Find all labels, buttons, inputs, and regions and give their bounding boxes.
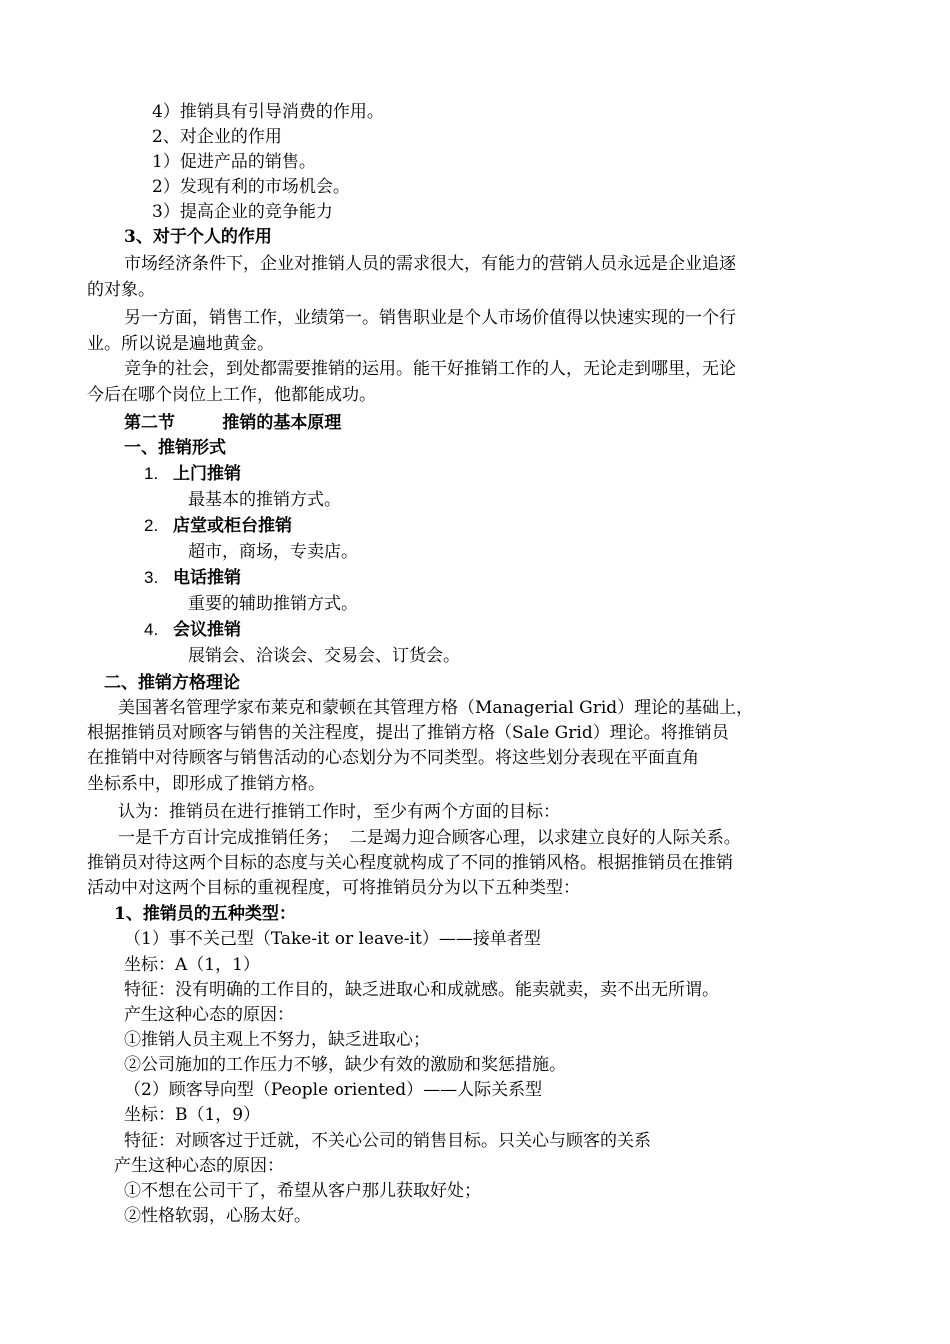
coordinate-line: 坐标：A（1，1） xyxy=(124,955,260,975)
coordinate-line: 坐标：B（1，9） xyxy=(124,1105,261,1125)
numbered-item xyxy=(144,461,241,487)
paragraph-line: 今后在哪个岗位上工作，他都能成功。 xyxy=(87,385,376,405)
item-number: 4. xyxy=(144,620,159,639)
type-heading: （2）顾客导向型（People oriented）——人际关系型 xyxy=(124,1080,543,1100)
paragraph-line: 坐标系中，即形成了推销方格。 xyxy=(87,774,325,794)
item-number: 1. xyxy=(144,464,159,483)
paragraph-line: 一是千方百计完成推销任务； 二是竭力迎合顾客心理，以求建立良好的人际关系。 xyxy=(118,828,741,848)
item-title: 电话推销 xyxy=(173,568,241,588)
item-description: 重要的辅助推销方式。 xyxy=(188,594,358,614)
item-description: 最基本的推销方式。 xyxy=(188,490,341,510)
numbered-item xyxy=(144,513,292,539)
list-item: 3）提高企业的竞争能力 xyxy=(152,202,333,222)
paragraph-line: 推销员对待这两个目标的态度与关心程度就构成了不同的推销风格。根据推销员在推销 xyxy=(87,853,733,873)
cause-item: ②性格软弱，心肠太好。 xyxy=(124,1206,311,1226)
cause-item: ②公司施加的工作压力不够，缺少有效的激励和奖惩措施。 xyxy=(124,1055,566,1075)
cause-item: ①不想在公司干了，希望从客户那儿获取好处； xyxy=(124,1181,481,1201)
paragraph-line: 市场经济条件下，企业对推销人员的需求很大，有能力的营销人员永远是企业追逐 xyxy=(124,254,736,274)
cause-heading: 产生这种心态的原因： xyxy=(124,1005,294,1025)
item-title: 店堂或柜台推销 xyxy=(173,516,292,536)
subsection-heading: 2、对企业的作用 xyxy=(152,127,282,147)
item-number: 3. xyxy=(144,568,159,587)
item-description: 超市，商场，专卖店。 xyxy=(188,542,358,562)
list-item: 4）推销具有引导消费的作用。 xyxy=(152,102,384,122)
paragraph-line: 在推销中对待顾客与销售活动的心态划分为不同类型。将这些划分表现在平面直角 xyxy=(87,748,699,768)
item-description: 展销会、洽谈会、交易会、订货会。 xyxy=(188,646,460,666)
item-number: 2. xyxy=(144,516,159,535)
list-item: 2）发现有利的市场机会。 xyxy=(152,177,350,197)
item-title: 会议推销 xyxy=(173,620,241,640)
numbered-item xyxy=(144,617,241,643)
subsection-heading: 1、推销员的五种类型： xyxy=(114,904,296,924)
cause-heading: 产生这种心态的原因： xyxy=(114,1156,284,1176)
paragraph-line: 业。所以说是遍地黄金。 xyxy=(87,334,274,354)
feature-line: 特征：对顾客过于迁就，不关心公司的销售目标。只关心与顾客的关系 xyxy=(124,1131,651,1151)
feature-line: 特征：没有明确的工作目的，缺乏进取心和成就感。能卖就卖，卖不出无所谓。 xyxy=(124,980,719,1000)
section-title: 第二节 推销的基本原理 xyxy=(124,413,342,433)
section-heading: 二、推销方格理论 xyxy=(104,673,240,693)
paragraph-line: 根据推销员对顾客与销售的关注程度，提出了推销方格（Sale Grid）理论。将推销员 xyxy=(87,723,729,743)
paragraph-line: 的对象。 xyxy=(87,280,155,300)
paragraph-line: 竞争的社会，到处都需要推销的运用。能干好推销工作的人，无论走到哪里，无论 xyxy=(124,359,736,379)
subsection-heading: 3、对于个人的作用 xyxy=(124,227,272,247)
type-heading: （1）事不关己型（Take-it or leave-it）——接单者型 xyxy=(124,929,541,949)
cause-item: ①推销人员主观上不努力，缺乏进取心； xyxy=(124,1030,430,1050)
paragraph-line: 活动中对这两个目标的重视程度，可将推销员分为以下五种类型： xyxy=(87,878,580,898)
paragraph-line: 另一方面，销售工作，业绩第一。销售职业是个人市场价值得以快速实现的一个行 xyxy=(124,308,736,328)
item-title: 上门推销 xyxy=(173,464,241,484)
paragraph-line: 认为：推销员在进行推销工作时，至少有两个方面的目标： xyxy=(118,802,560,822)
section-heading: 一、推销形式 xyxy=(124,438,226,458)
numbered-item xyxy=(144,565,241,591)
paragraph-line: 美国著名管理学家布莱克和蒙顿在其管理方格（Managerial Grid）理论的基础上， xyxy=(118,698,754,718)
list-item: 1）促进产品的销售。 xyxy=(152,152,316,172)
